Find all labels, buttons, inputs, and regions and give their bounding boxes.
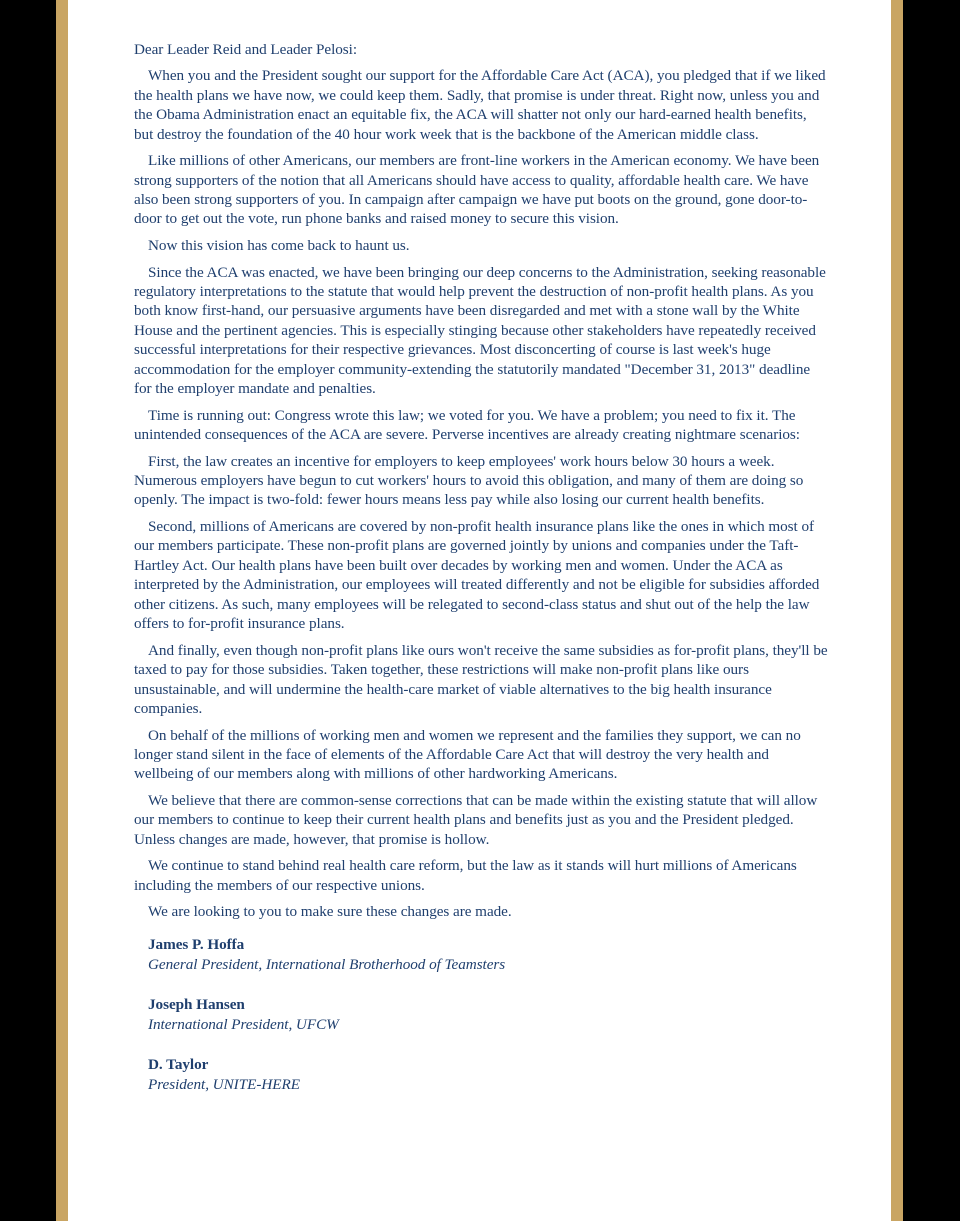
paragraph-9: On behalf of the millions of working men and women we represent and the families they support, we can no longer stand silent in the face of elements of the Affordable Care Act that will destroy the very health and wellbeing of our members along with millions of other hardworking Americans.: [134, 726, 801, 783]
paragraph-12: We are looking to you to make sure these changes are made.: [148, 903, 512, 921]
letter-body: [134, 40, 829, 1114]
paragraph-6: First, the law creates an incentive for employers to keep employees' work hours below 30 hours a week. Numerous employers have begun to cut workers' hours to avoid this obligation, and many of them are doing so openly. The impact is two-fold: fewer hours means less pay while also losing our current health benefits.: [134, 452, 804, 509]
paragraph-5: Time is running out: Congress wrote this law; we voted for you. We have a problem; you need to fix it. The unintended consequences of the ACA are severe. Perverse incentives are already creating nightmare scenarios:: [134, 406, 800, 444]
signature-block: [134, 934, 829, 1095]
paragraph-7: Second, millions of Americans are covered by non-profit health insurance plans like the ones in which most of our members participate. These non-profit plans are governed jointly by unions and companies under the Taft-Hartley Act. Our health plans have been built over decades by working men and women. Under the ACA as interpreted by the Administration, our employees will treated differently and not be eligible for subsidies afforded other citizens. As such, many employees will be relegated to second-class status and shut out of the help the law offers to for-profit insurance plans.: [134, 518, 820, 633]
paragraph-11: We continue to stand behind real health care reform, but the law as it stands will hurt millions of Americans including the members of our respective unions.: [134, 857, 797, 894]
paragraph-4: Since the ACA was enacted, we have been bringing our deep concerns to the Administration, seeking reasonable regulatory interpretations to the statute that would help prevent the destruction of non-profit health plans. As you both know first-hand, our persuasive arguments have been disregarded and met with a stone wall by the White House and the pertinent agencies. This is especially stinging because other stakeholders have repeatedly received successful interpretations for their respective grievances. Most disconcerting of course is last week's huge accommodation for the employer community-extending the statutorily mandated "December 31, 2013" deadline for the employer mandate and penalties.: [134, 263, 826, 398]
left-gold-border: [56, 0, 68, 1221]
signer-title: President, UNITE-HERE: [148, 1075, 300, 1093]
signer-name: D. Taylor: [148, 1055, 209, 1073]
right-gold-border: [891, 0, 903, 1221]
signature-hoffa: [148, 934, 829, 975]
signer-title: International President, UFCW: [148, 1015, 339, 1033]
signer-title: General President, International Brotherhood of Teamsters: [148, 955, 506, 973]
salutation: Dear Leader Reid and Leader Pelosi:: [134, 41, 358, 58]
paragraph-8: And finally, even though non-profit plans like ours won't receive the same subsidies as for-profit plans, they'll be taxed to pay for those subsidies. Taken together, these restrictions will make non-profit plans like ours unsustainable, and will undermine the health-care market of viable alternatives to the big health insurance companies.: [134, 641, 828, 717]
signature-taylor: [148, 1054, 829, 1095]
paragraph-3: Now this vision has come back to haunt us.: [148, 237, 410, 255]
signer-name: James P. Hoffa: [148, 935, 245, 953]
signature-hansen: [148, 994, 829, 1035]
signer-name: Joseph Hansen: [148, 995, 245, 1013]
letter-page: [68, 0, 891, 1221]
paragraph-2: Like millions of other Americans, our members are front-line workers in the American economy. We have been strong supporters of the notion that all Americans should have access to quality, affordable health care. We have also been strong supporters of you. In campaign after campaign we have put boots on the ground, gone door-to-door to get out the vote, run phone banks and raised money to secure this vision.: [134, 152, 820, 228]
paragraph-10: We believe that there are common-sense corrections that can be made within the existing statute that will allow our members to continue to keep their current health plans and benefits just as you and the President pledged. Unless changes are made, however, that promise is hollow.: [134, 791, 818, 848]
paragraph-1: When you and the President sought our support for the Affordable Care Act (ACA), you pledged that if we liked the health plans we have now, we could keep them. Sadly, that promise is under threat. Right now, unless you and the Obama Administration enact an equitable fix, the ACA will shatter not only our hard-earned health benefits, but destroy the foundation of the 40 hour work week that is the backbone of the American middle class.: [134, 67, 826, 143]
